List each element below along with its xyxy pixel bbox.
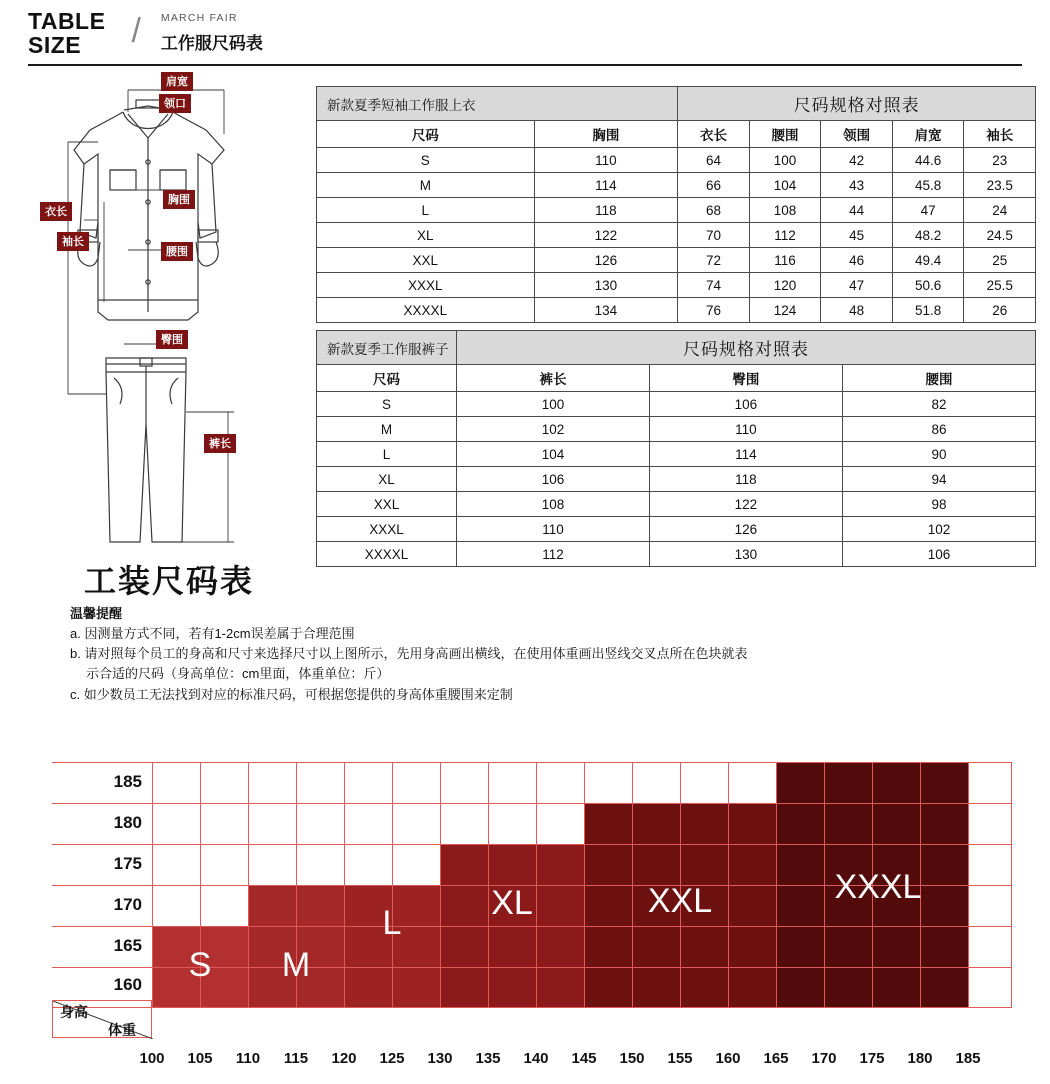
tag-trouser-length: 裤长 <box>204 434 236 453</box>
table-row <box>317 542 1036 567</box>
cell-waist: 108 <box>749 198 821 223</box>
cell-length: 66 <box>678 173 750 198</box>
cell-size: L <box>317 198 535 223</box>
tag-collar: 领口 <box>159 94 191 113</box>
x-tick-175: 175 <box>859 1050 885 1067</box>
cell-collar: 43 <box>821 173 893 198</box>
note-c: c. 如少数员工无法找到对应的标准尺码，可根据您提供的身高体重腰围来定制 <box>70 686 513 702</box>
cell-waist: 86 <box>842 417 1035 442</box>
note-b-line1: b. 请对照每个员工的身高和尺寸来选择尺寸以上图所示，先用身高画出横线，在使用体重画出竖线交叉点所在色块就表 <box>70 646 748 662</box>
cell-size: XXXL <box>317 517 457 542</box>
cell-size: XXL <box>317 492 457 517</box>
cell-trouser-length: 108 <box>457 492 650 517</box>
heatmap-grid <box>152 762 1012 1008</box>
x-tick-130: 130 <box>427 1050 453 1067</box>
x-tick-185: 185 <box>955 1050 981 1067</box>
x-tick-110: 110 <box>235 1050 261 1067</box>
y-tick-160: 160 <box>113 975 142 994</box>
cell-sleeve: 23 <box>964 148 1036 173</box>
tag-bust: 胸围 <box>163 190 195 209</box>
brand-en: MARCH FAIR <box>160 12 238 24</box>
col-header-waist: 腰围 <box>749 121 821 148</box>
table-row <box>317 492 1036 517</box>
cell-trouser-length: 102 <box>457 417 650 442</box>
cell-trouser-length: 106 <box>457 467 650 492</box>
cell-shoulder: 47 <box>892 198 964 223</box>
cell-hip: 130 <box>649 542 842 567</box>
size-heatmap-chart <box>52 762 1012 1067</box>
cell-sleeve: 26 <box>964 298 1036 323</box>
axis-label-height: 身高 <box>60 1004 88 1020</box>
header-brand-block <box>161 12 263 54</box>
cell-waist: 116 <box>749 248 821 273</box>
trouser-table-title-mid: 尺码规格对照表 <box>457 331 1036 365</box>
x-tick-120: 120 <box>331 1050 357 1067</box>
cell-length: 74 <box>678 273 750 298</box>
cell-collar: 44 <box>821 198 893 223</box>
cell-shoulder: 48.2 <box>892 223 964 248</box>
cell-shoulder: 45.8 <box>892 173 964 198</box>
x-tick-100: 100 <box>139 1050 165 1067</box>
table-row <box>317 273 1036 298</box>
cell-waist: 106 <box>842 542 1035 567</box>
gridline-h <box>52 803 1012 804</box>
size-label-xxxl: XXXL <box>834 868 922 906</box>
cell-bust: 134 <box>534 298 678 323</box>
size-label-m: M <box>281 946 311 984</box>
trouser-table-header-row <box>317 365 1036 392</box>
cell-trouser-length: 104 <box>457 442 650 467</box>
table-title-row <box>317 87 1036 121</box>
cell-length: 72 <box>678 248 750 273</box>
cell-length: 70 <box>678 223 750 248</box>
cell-bust: 110 <box>534 148 678 173</box>
cell-size: XXXXL <box>317 542 457 567</box>
x-tick-170: 170 <box>811 1050 837 1067</box>
cell-waist: 120 <box>749 273 821 298</box>
size-label-l: L <box>382 904 402 942</box>
cell-hip: 122 <box>649 492 842 517</box>
cell-trouser-length: 100 <box>457 392 650 417</box>
cell-hip: 110 <box>649 417 842 442</box>
tag-shoulder-width: 肩宽 <box>161 72 193 91</box>
jacket-table-header-row <box>317 121 1036 148</box>
notes-block <box>70 604 970 705</box>
cell-size: XL <box>317 223 535 248</box>
cell-collar: 48 <box>821 298 893 323</box>
table-row <box>317 442 1036 467</box>
cell-sleeve: 24 <box>964 198 1036 223</box>
table-row <box>317 517 1036 542</box>
cell-bust: 130 <box>534 273 678 298</box>
x-tick-160: 160 <box>715 1050 741 1067</box>
table-row <box>317 198 1036 223</box>
col-header-collar: 领围 <box>821 121 893 148</box>
table-row <box>317 417 1036 442</box>
col-header-bust: 胸围 <box>534 121 678 148</box>
table-row <box>317 467 1036 492</box>
jacket-table-title-mid: 尺码规格对照表 <box>678 87 1036 121</box>
garment-diagram-svg <box>28 72 298 562</box>
cell-waist: 100 <box>749 148 821 173</box>
y-tick-170: 170 <box>113 895 142 914</box>
table-row <box>317 392 1036 417</box>
axis-label-weight: 体重 <box>108 1022 136 1038</box>
cell-waist: 104 <box>749 173 821 198</box>
cell-trouser-length: 110 <box>457 517 650 542</box>
cell-waist: 82 <box>842 392 1035 417</box>
cell-collar: 47 <box>821 273 893 298</box>
table-title-row <box>317 331 1036 365</box>
cell-sleeve: 23.5 <box>964 173 1036 198</box>
jacket-table-title-left: 新款夏季短袖工作服上衣 <box>317 87 678 121</box>
page-title: 工装尺码表 <box>84 563 255 599</box>
gridline-h <box>52 762 1012 763</box>
cell-waist: 94 <box>842 467 1035 492</box>
cell-length: 64 <box>678 148 750 173</box>
cell-shoulder: 44.6 <box>892 148 964 173</box>
brand-cn: 工作服尺码表 <box>160 34 263 53</box>
gridline-h <box>52 844 1012 845</box>
trouser-size-table-wrap <box>316 330 1036 567</box>
cell-hip: 126 <box>649 517 842 542</box>
col-header-shoulder: 肩宽 <box>892 121 964 148</box>
header-slash: / <box>131 11 141 50</box>
page-header <box>28 6 1022 60</box>
cell-bust: 122 <box>534 223 678 248</box>
tag-garment-length: 衣长 <box>40 202 72 221</box>
cell-collar: 45 <box>821 223 893 248</box>
col-header-length: 衣长 <box>678 121 750 148</box>
jacket-size-table-wrap <box>316 86 1036 323</box>
cell-waist: 124 <box>749 298 821 323</box>
cell-size: M <box>317 417 457 442</box>
cell-hip: 106 <box>649 392 842 417</box>
cell-size: XXL <box>317 248 535 273</box>
col-header-size: 尺码 <box>317 121 535 148</box>
table-row <box>317 173 1036 198</box>
y-tick-175: 175 <box>113 854 142 873</box>
col-header-sleeve: 袖长 <box>964 121 1036 148</box>
cell-bust: 126 <box>534 248 678 273</box>
x-tick-125: 125 <box>379 1050 405 1067</box>
header-line-1: TABLE <box>28 7 106 34</box>
cell-waist: 90 <box>842 442 1035 467</box>
table-row <box>317 148 1036 173</box>
header-divider <box>28 64 1022 66</box>
gridline-h <box>52 1007 1012 1008</box>
cell-collar: 46 <box>821 248 893 273</box>
cell-hip: 114 <box>649 442 842 467</box>
cell-collar: 42 <box>821 148 893 173</box>
jacket-size-table <box>316 86 1036 323</box>
x-tick-165: 165 <box>763 1050 789 1067</box>
col-header-trouser-length: 裤长 <box>457 365 650 392</box>
col-header-hip: 臀围 <box>649 365 842 392</box>
y-tick-165: 165 <box>113 936 142 955</box>
cell-size: XXXL <box>317 273 535 298</box>
x-tick-135: 135 <box>475 1050 501 1067</box>
cell-sleeve: 24.5 <box>964 223 1036 248</box>
y-tick-185: 185 <box>113 772 142 791</box>
table-row <box>317 223 1036 248</box>
cell-shoulder: 49.4 <box>892 248 964 273</box>
cell-trouser-length: 112 <box>457 542 650 567</box>
y-tick-180: 180 <box>113 813 142 832</box>
cell-bust: 118 <box>534 198 678 223</box>
cell-waist: 112 <box>749 223 821 248</box>
garment-illustration <box>28 72 298 562</box>
note-a: a. 因测量方式不同，若有1-2cm误差属于合理范围 <box>70 626 355 642</box>
header-line-2: SIZE <box>28 32 82 58</box>
tag-sleeve-length: 袖长 <box>57 232 89 251</box>
note-b-line2: 示合适的尺码（身高单位：cm里面，体重单位：斤） <box>86 666 390 682</box>
col-header-waist: 腰围 <box>842 365 1035 392</box>
tag-waist: 腰围 <box>161 242 193 261</box>
size-label-xxl: XXL <box>647 882 713 920</box>
table-row <box>317 298 1036 323</box>
x-tick-115: 115 <box>283 1050 309 1067</box>
trouser-size-table <box>316 330 1036 567</box>
cell-size: XL <box>317 467 457 492</box>
gridline-h <box>52 926 1012 927</box>
size-label-s: S <box>188 946 212 984</box>
cell-length: 68 <box>678 198 750 223</box>
cell-shoulder: 51.8 <box>892 298 964 323</box>
cell-size: XXXXL <box>317 298 535 323</box>
cell-size: S <box>317 392 457 417</box>
cell-sleeve: 25 <box>964 248 1036 273</box>
x-tick-155: 155 <box>667 1050 693 1067</box>
trouser-table-title-left: 新款夏季工作服裤子 <box>317 331 457 365</box>
cell-sleeve: 25.5 <box>964 273 1036 298</box>
x-tick-140: 140 <box>523 1050 549 1067</box>
cell-size: M <box>317 173 535 198</box>
x-tick-145: 145 <box>571 1050 597 1067</box>
cell-hip: 118 <box>649 467 842 492</box>
cell-waist: 98 <box>842 492 1035 517</box>
table-row <box>317 248 1036 273</box>
cell-bust: 114 <box>534 173 678 198</box>
x-tick-105: 105 <box>187 1050 213 1067</box>
header-title-block <box>28 9 105 57</box>
col-header-size: 尺码 <box>317 365 457 392</box>
size-label-xl: XL <box>491 884 533 922</box>
x-tick-180: 180 <box>907 1050 933 1067</box>
cell-size: L <box>317 442 457 467</box>
cell-length: 76 <box>678 298 750 323</box>
notes-title: 温馨提醒 <box>70 606 123 621</box>
tag-hip: 臀围 <box>156 330 188 349</box>
cell-size: S <box>317 148 535 173</box>
cell-waist: 102 <box>842 517 1035 542</box>
cell-shoulder: 50.6 <box>892 273 964 298</box>
x-tick-150: 150 <box>619 1050 645 1067</box>
